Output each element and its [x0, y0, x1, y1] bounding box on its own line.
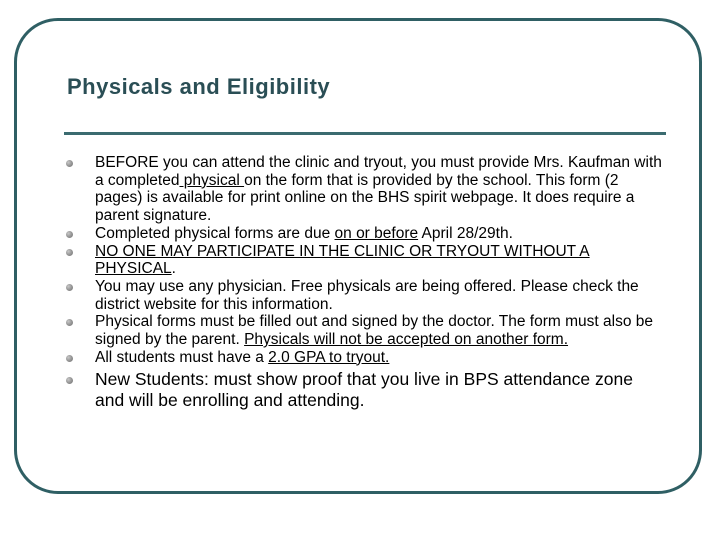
title-divider [64, 132, 666, 135]
list-item [66, 313, 666, 348]
bullet-icon [66, 284, 73, 291]
item-text-underlined: physical [179, 171, 245, 189]
list-item [66, 154, 666, 225]
item-text: . [171, 260, 176, 278]
item-text-underlined: 2.0 GPA to tryout. [268, 348, 390, 366]
item-text: New Students: must show proof that you live in BPS attendance zone and will be enrolling and attending. [95, 369, 633, 410]
item-text-underlined: Physicals will not be accepted on another form. [244, 331, 569, 349]
bullet-icon [66, 160, 73, 167]
item-text: BEFORE you can attend the clinic and tryout, you must provide Mrs. Kaufman with a completed [95, 154, 662, 189]
bullet-icon [66, 231, 73, 238]
bullet-list [66, 154, 666, 410]
list-item [66, 243, 666, 278]
list-item [66, 349, 666, 367]
bullet-icon [66, 249, 73, 256]
bullet-icon [66, 377, 73, 384]
item-text: April 28/29th. [418, 224, 513, 242]
item-text-underlined: on or before [334, 224, 419, 242]
item-text: All students must have a [95, 348, 269, 366]
list-item [66, 278, 666, 313]
item-text: Physical forms must be filled out and signed by the doctor. The form must also be signed by the parent. [95, 313, 653, 349]
list-item [66, 225, 666, 243]
bullet-icon [66, 355, 73, 362]
item-text-underlined: NO ONE MAY PARTICIPATE IN THE CLINIC OR TRYOUT WITHOUT A PHYSICAL [95, 242, 590, 278]
slide-title: Physicals and Eligibility [67, 74, 331, 99]
item-text: You may use any physician. Free physicals are being offered. Please check the district website for this information. [95, 277, 639, 313]
bullet-icon [66, 319, 73, 326]
list-item [66, 369, 666, 410]
item-text: Completed physical forms are due [95, 224, 335, 242]
item-text: on the form that is provided by the school. This form (2 pages) is available for print online on the BHS spirit webpage. It does require a parent signature. [95, 171, 635, 225]
